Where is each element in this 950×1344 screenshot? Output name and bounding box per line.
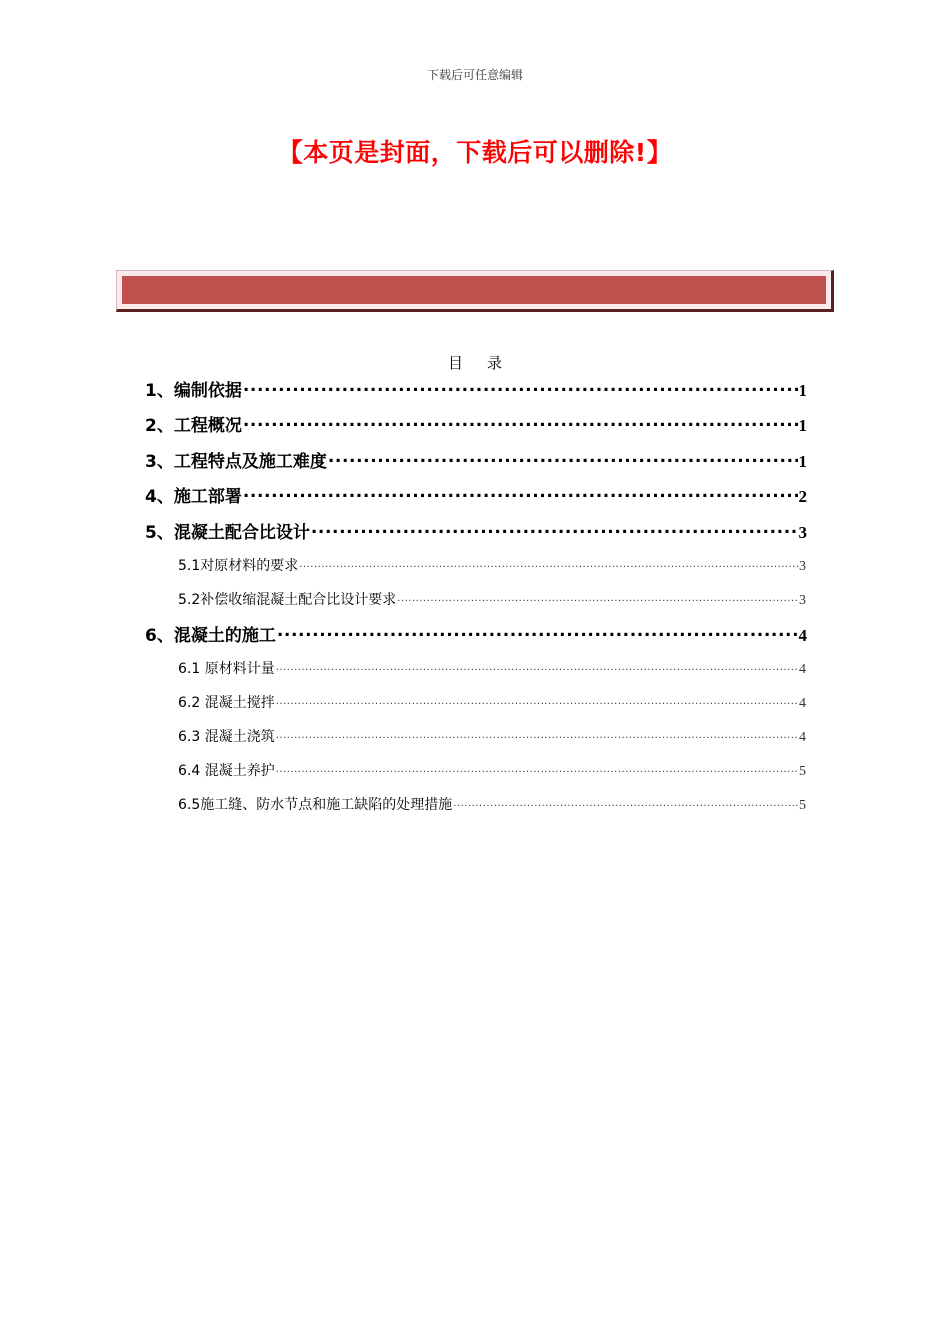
toc-subentry-label: 5.2补偿收缩混凝土配合比设计要求 — [178, 592, 397, 608]
toc-entry-page: 1 — [798, 452, 807, 471]
toc-subentry-page: 5 — [799, 798, 806, 813]
toc-leader — [277, 624, 798, 641]
toc-entry-page: 2 — [798, 487, 807, 506]
toc-leader — [453, 795, 798, 809]
toc-leader — [243, 485, 798, 502]
toc-entry-label: 5、混凝土配合比设计 — [145, 523, 310, 543]
toc-entry-label: 3、工程特点及施工难度 — [145, 452, 327, 472]
toc-entry[interactable] — [145, 482, 807, 507]
toc-entry-label: 1、编制依据 — [145, 381, 242, 401]
toc-subentry[interactable] — [178, 555, 806, 575]
toc-entry-page: 3 — [798, 523, 807, 542]
toc-entry-label: 4、施工部署 — [145, 487, 242, 507]
toc-entry[interactable] — [145, 411, 807, 436]
toc-entry[interactable] — [145, 376, 807, 401]
toc-entry-label: 2、工程概况 — [145, 416, 242, 436]
toc-subentry[interactable] — [178, 658, 806, 678]
toc-subentry[interactable] — [178, 589, 806, 609]
toc-subentry-page: 4 — [799, 696, 806, 711]
toc-leader — [311, 521, 798, 538]
toc-subentry[interactable] — [178, 726, 806, 746]
toc-leader — [276, 693, 798, 707]
toc-entry-page: 4 — [798, 626, 807, 645]
toc-subentry-page: 3 — [799, 559, 806, 574]
toc-leader — [299, 556, 798, 570]
title-banner-bar — [122, 276, 826, 304]
toc-subentry-page: 5 — [799, 764, 806, 779]
toc-entry-page: 1 — [798, 416, 807, 435]
toc-leader — [276, 659, 798, 673]
toc-subentry-label: 6.2 混凝土搅拌 — [178, 695, 275, 711]
toc-leader — [276, 727, 798, 741]
cover-notice: 【本页是封面，下载后可以删除!】 — [277, 138, 673, 167]
header-note: 下载后可任意编辑 — [426, 68, 523, 82]
toc-subentry[interactable] — [178, 692, 806, 712]
toc-subentry-label: 6.4 混凝土养护 — [178, 763, 275, 779]
toc-entry[interactable] — [145, 518, 807, 543]
toc-subentry-label: 6.1 原材料计量 — [178, 661, 275, 677]
toc-entry[interactable] — [145, 447, 807, 472]
toc-leader — [276, 761, 798, 775]
toc-entry-page: 1 — [798, 381, 807, 400]
toc-leader — [243, 414, 798, 431]
toc-leader — [328, 450, 798, 467]
toc-subentry[interactable] — [178, 760, 806, 780]
toc-subentry-page: 3 — [799, 593, 806, 608]
toc-subentry-page: 4 — [799, 730, 806, 745]
toc-leader — [243, 379, 798, 396]
toc-subentry-label: 6.3 混凝土浇筑 — [178, 729, 275, 745]
title-banner — [116, 270, 834, 312]
toc-subentry-page: 4 — [799, 662, 806, 677]
toc-subentry[interactable] — [178, 794, 806, 814]
toc-subentry-label: 6.5施工缝、防水节点和施工缺陷的处理措施 — [178, 797, 453, 813]
toc-leader — [397, 590, 798, 604]
toc-title: 目录 — [447, 354, 526, 372]
toc-entry[interactable] — [145, 621, 807, 646]
toc-subentry-label: 5.1对原材料的要求 — [178, 558, 299, 574]
toc-entry-label: 6、混凝土的施工 — [145, 626, 276, 646]
